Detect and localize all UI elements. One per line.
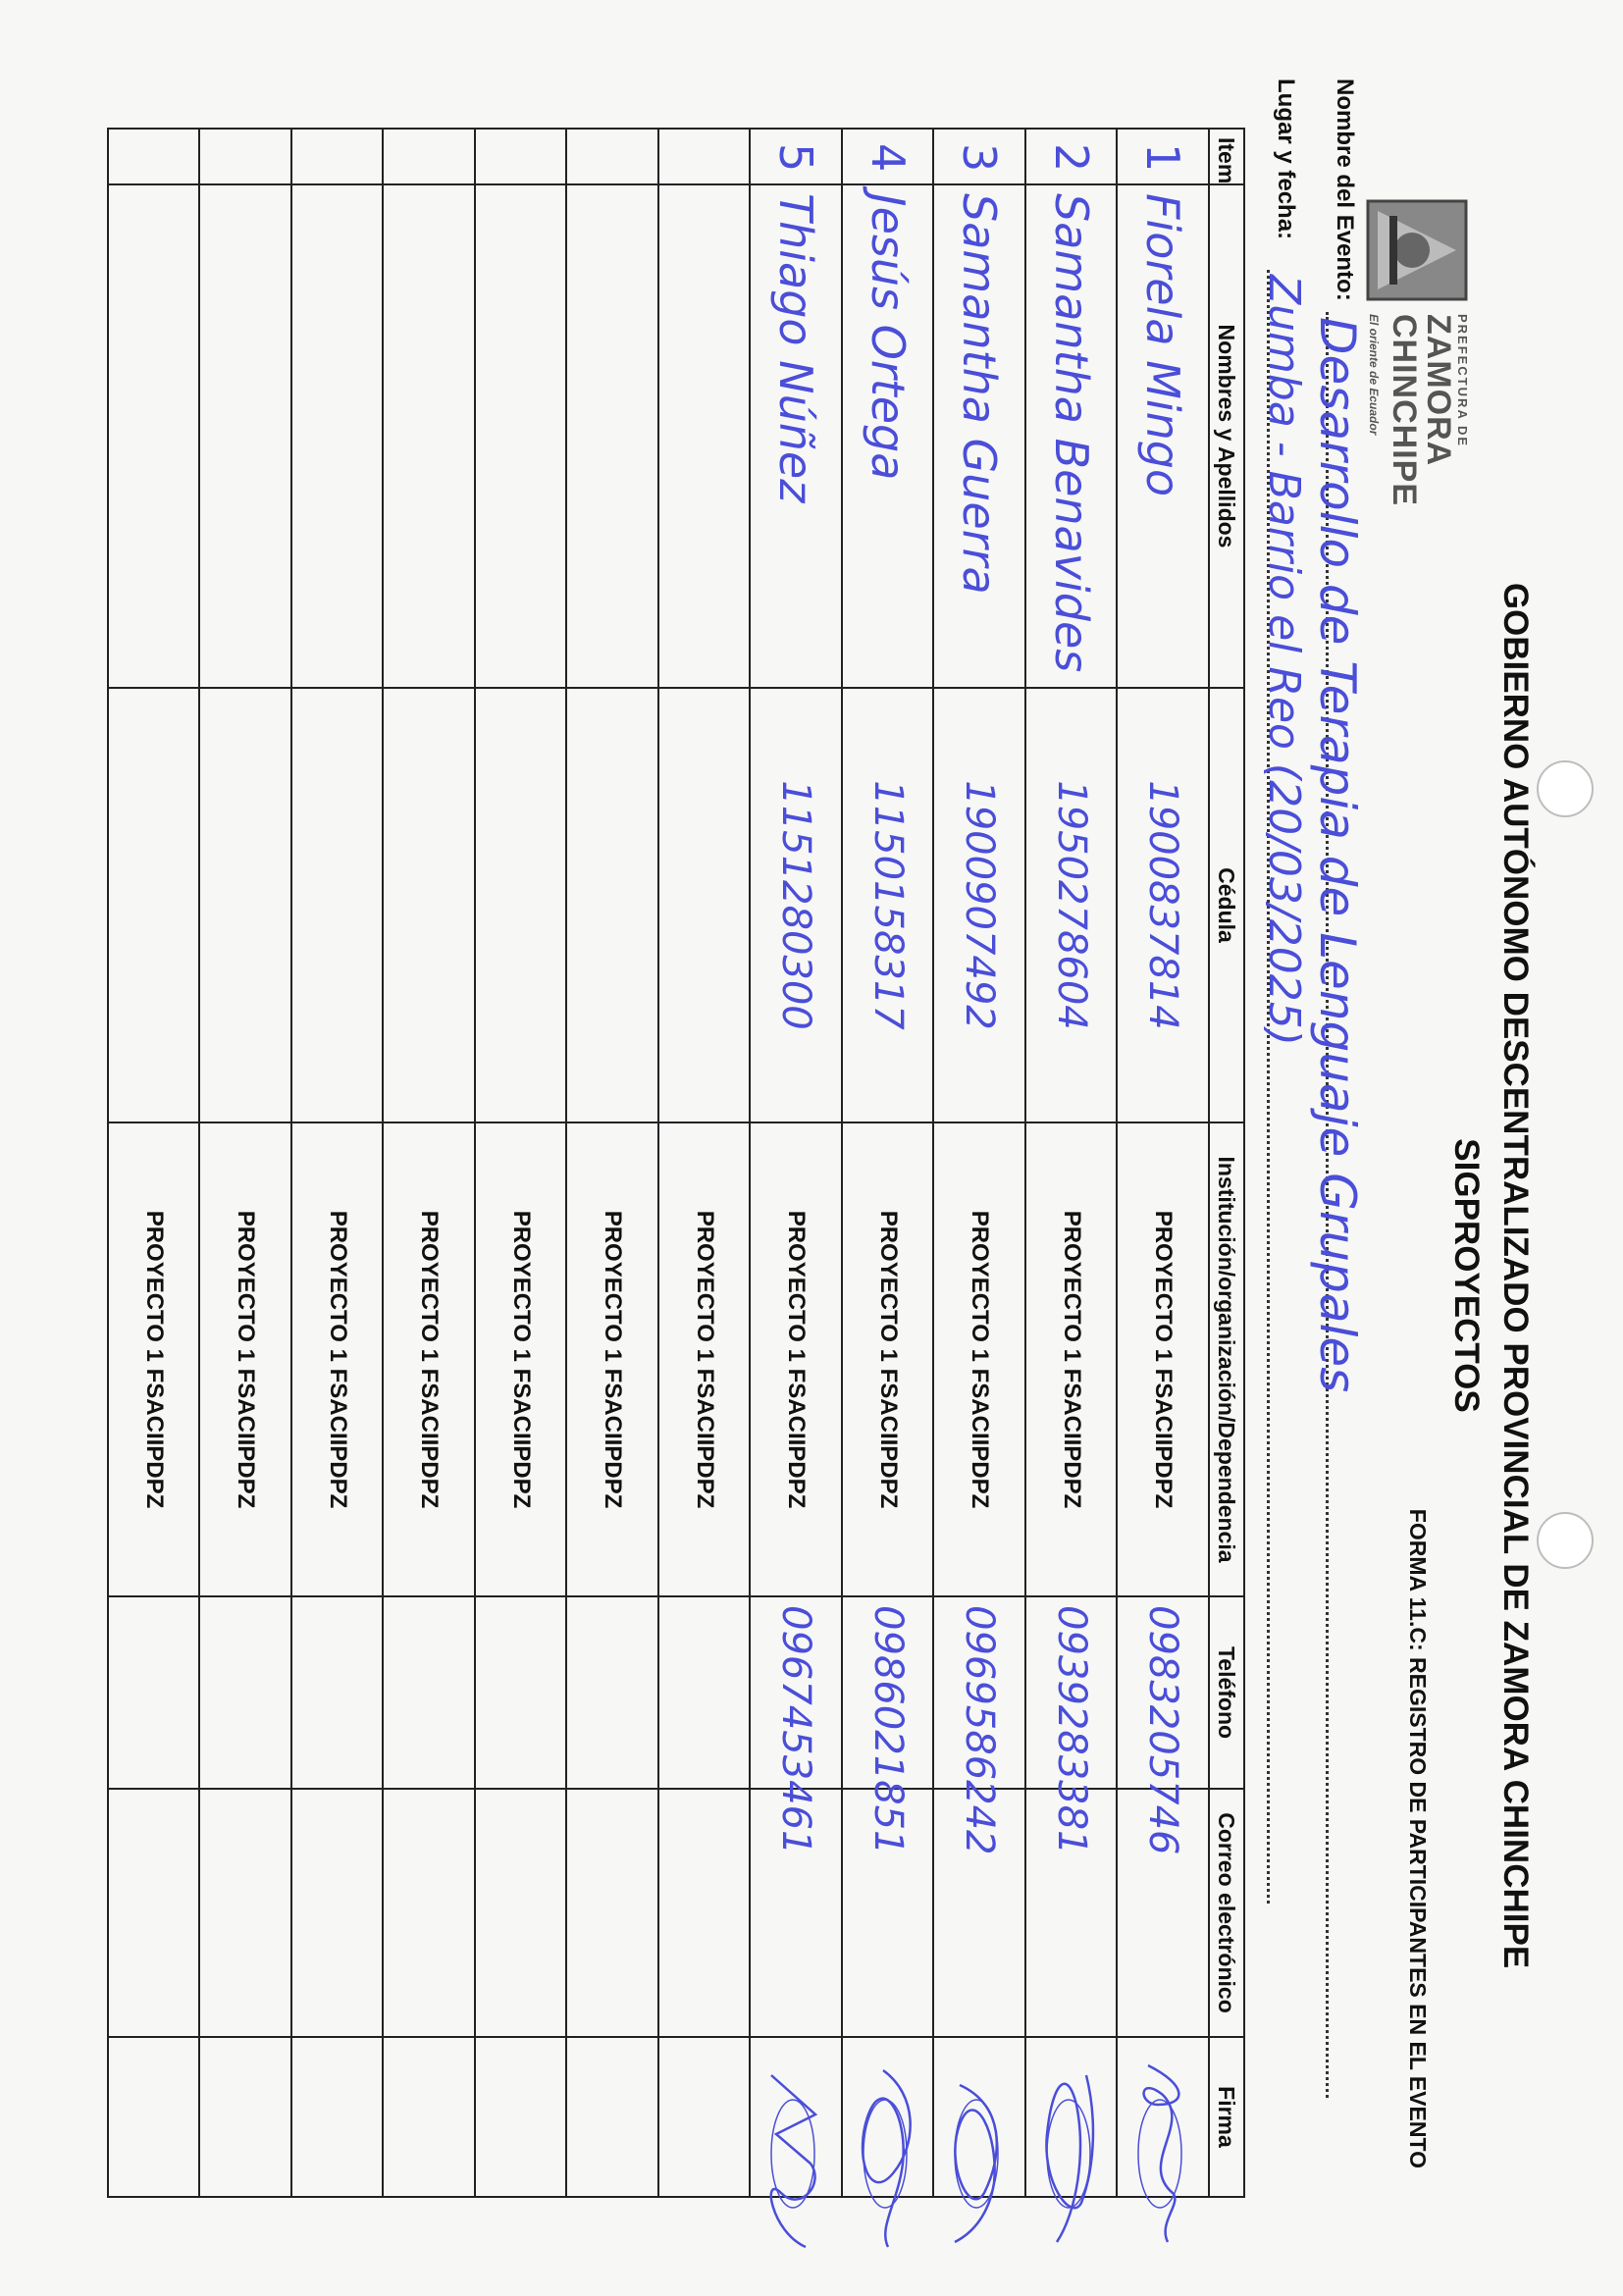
row-signature <box>291 2037 384 2197</box>
row-cedula: 1150158317 <box>842 688 934 1122</box>
row-signature <box>475 2037 567 2197</box>
system-title: SIGPROYECTOS <box>1447 1138 1486 1413</box>
row-institution: PROYECTO 1 FSACIIPDPZ <box>291 1122 384 1596</box>
handwritten-signature-icon <box>761 2046 830 2262</box>
row-signature <box>567 2037 659 2197</box>
row-phone <box>200 1596 292 1789</box>
row-institution: PROYECTO 1 FSACIIPDPZ <box>751 1122 843 1596</box>
row-signature <box>384 2037 476 2197</box>
row-email <box>108 1789 200 2037</box>
row-signature <box>751 2037 843 2197</box>
row-phone: 0939283381 <box>1025 1596 1118 1789</box>
row-cedula: 1900837814 <box>1118 688 1210 1122</box>
row-phone <box>567 1596 659 1789</box>
row-name: Samantha Guerra <box>934 184 1026 688</box>
row-item-number <box>108 129 200 184</box>
table-row <box>842 129 934 2197</box>
row-email <box>384 1789 476 2037</box>
table-row <box>934 129 1026 2197</box>
header-name: Nombres y Apellidos <box>1209 184 1244 688</box>
header-item: Item <box>1209 129 1244 184</box>
logo-tagline: El oriente de Ecuador <box>1366 314 1381 436</box>
row-cedula <box>291 688 384 1122</box>
row-cedula <box>567 688 659 1122</box>
place-label: Lugar y fecha: <box>1273 78 1299 240</box>
row-name: Thiago Núñez <box>751 184 843 688</box>
row-item-number <box>475 129 567 184</box>
place-date-value: Zumba - Barrio el Reo (20/03/2025) <box>1259 275 1309 1046</box>
header-cedula: Cédula <box>1209 688 1244 1122</box>
header-phone: Teléfono <box>1209 1596 1244 1789</box>
row-name <box>200 184 292 688</box>
row-email <box>658 1789 751 2037</box>
row-institution: PROYECTO 1 FSACIIPDPZ <box>475 1122 567 1596</box>
table-row <box>108 129 200 2197</box>
row-item-number: 1 <box>1118 129 1210 184</box>
row-phone <box>384 1596 476 1789</box>
handwritten-signature-icon <box>854 2046 922 2262</box>
row-signature <box>1118 2037 1210 2197</box>
row-name <box>108 184 200 688</box>
logo-small-text: PREFECTURA DE <box>1455 314 1470 448</box>
row-signature <box>934 2037 1026 2197</box>
row-cedula: 1900907492 <box>934 688 1026 1122</box>
row-cedula: 1151280300 <box>751 688 843 1122</box>
row-cedula <box>658 688 751 1122</box>
row-name: Samantha Benavides <box>1025 184 1118 688</box>
participants-table <box>107 128 1245 2198</box>
row-name <box>567 184 659 688</box>
row-institution: PROYECTO 1 FSACIIPDPZ <box>384 1122 476 1596</box>
row-institution: PROYECTO 1 FSACIIPDPZ <box>108 1122 200 1596</box>
event-value: Desarrollo de Terapia de Lenguaje Grupales <box>1309 317 1366 1393</box>
row-institution: PROYECTO 1 FSACIIPDPZ <box>658 1122 751 1596</box>
row-institution: PROYECTO 1 FSACIIPDPZ <box>1025 1122 1118 1596</box>
table-row <box>291 129 384 2197</box>
row-institution: PROYECTO 1 FSACIIPDPZ <box>200 1122 292 1596</box>
row-item-number <box>200 129 292 184</box>
table-row <box>1025 129 1118 2197</box>
handwritten-signature-icon <box>1128 2046 1197 2262</box>
row-item-number: 4 <box>842 129 934 184</box>
row-institution: PROYECTO 1 FSACIIPDPZ <box>1118 1122 1210 1596</box>
row-item-number: 5 <box>751 129 843 184</box>
row-cedula <box>108 688 200 1122</box>
table-row <box>567 129 659 2197</box>
row-name <box>475 184 567 688</box>
row-name: Jesús Ortega <box>842 184 934 688</box>
row-phone: 0967453461 <box>751 1596 843 1789</box>
row-name <box>291 184 384 688</box>
row-signature <box>842 2037 934 2197</box>
row-signature <box>658 2037 751 2197</box>
row-item-number <box>384 129 476 184</box>
row-email <box>567 1789 659 2037</box>
table-row <box>1118 129 1210 2197</box>
logo-name-line2: CHINCHIPE <box>1385 314 1423 507</box>
punch-hole-left <box>1537 760 1594 817</box>
handwritten-signature-icon <box>945 2046 1014 2262</box>
row-phone <box>658 1596 751 1789</box>
row-item-number <box>567 129 659 184</box>
row-phone: 0969586242 <box>934 1596 1026 1789</box>
table-row <box>475 129 567 2197</box>
row-signature <box>200 2037 292 2197</box>
row-cedula: 1950278604 <box>1025 688 1118 1122</box>
row-signature <box>1025 2037 1118 2197</box>
row-item-number <box>658 129 751 184</box>
event-label: Nombre del Evento: <box>1332 78 1358 301</box>
header-signature: Firma <box>1209 2037 1244 2197</box>
row-item-number: 2 <box>1025 129 1118 184</box>
row-cedula <box>384 688 476 1122</box>
row-phone <box>108 1596 200 1789</box>
row-name <box>658 184 751 688</box>
prefecture-emblem-icon <box>1363 196 1471 304</box>
row-item-number <box>291 129 384 184</box>
row-phone <box>291 1596 384 1789</box>
row-phone: 0983205746 <box>1118 1596 1210 1789</box>
table-row <box>384 129 476 2197</box>
handwritten-signature-icon <box>1037 2046 1106 2262</box>
table-row <box>200 129 292 2197</box>
row-name: Fiorela Mingo <box>1118 184 1210 688</box>
row-cedula <box>200 688 292 1122</box>
table-row <box>751 129 843 2197</box>
table-header-row <box>1209 129 1244 2197</box>
row-phone: 0986021851 <box>842 1596 934 1789</box>
row-item-number: 3 <box>934 129 1026 184</box>
header-institution: Institución/organización/Dependencia <box>1209 1122 1244 1596</box>
row-institution: PROYECTO 1 FSACIIPDPZ <box>567 1122 659 1596</box>
row-signature <box>108 2037 200 2197</box>
row-email <box>475 1789 567 2037</box>
row-institution: PROYECTO 1 FSACIIPDPZ <box>934 1122 1026 1596</box>
form-title: FORMA 11.C: REGISTRO DE PARTICIPANTES EN EL EVENTO <box>1405 1508 1431 2168</box>
row-email <box>200 1789 292 2037</box>
logo-name-line1: ZAMORA <box>1420 314 1458 467</box>
row-name <box>384 184 476 688</box>
table-row <box>658 129 751 2197</box>
agency-title: GOBIERNO AUTÓNOMO DESCENTRALIZADO PROVINCIAL DE ZAMORA CHINCHIPE <box>1496 582 1535 1969</box>
row-email <box>291 1789 384 2037</box>
punch-hole-right <box>1537 1512 1594 1569</box>
header-email: Correo electrónico <box>1209 1789 1244 2037</box>
row-institution: PROYECTO 1 FSACIIPDPZ <box>842 1122 934 1596</box>
row-cedula <box>475 688 567 1122</box>
row-phone <box>475 1596 567 1789</box>
